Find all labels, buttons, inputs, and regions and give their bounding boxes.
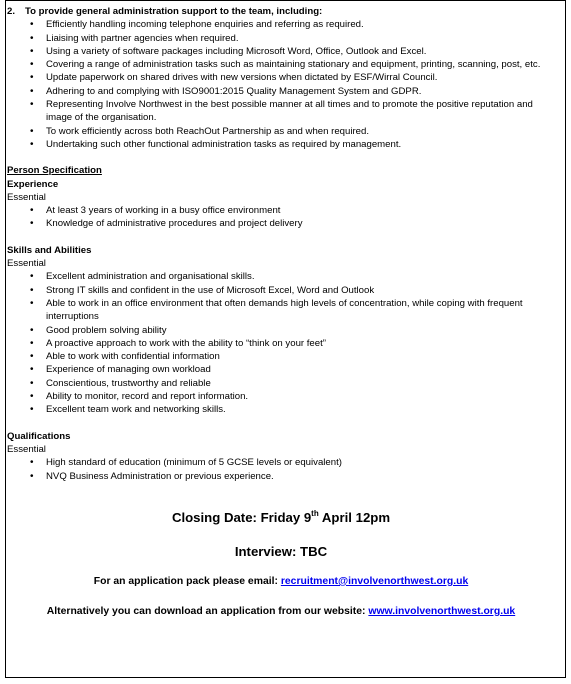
list-item: • Able to work in an office environment that often demands high levels of concentration, while coping with frequent interruptions bbox=[7, 297, 555, 324]
qualifications-sub: Essential bbox=[7, 443, 46, 455]
list-item: • Ability to monitor, record and report information. bbox=[7, 390, 555, 403]
download-line: Alternatively you can download an application from our website: www.involvenorthwest.org.uk bbox=[46, 605, 516, 617]
experience-list bbox=[7, 204, 555, 231]
list-item: • Update paperwork on shared drives with new versions when dictated by ESF/Wirral Council. bbox=[7, 71, 555, 84]
list-item: • Strong IT skills and confident in the use of Microsoft Excel, Word and Outlook bbox=[7, 284, 555, 297]
list-item: • Able to work with confidential information bbox=[7, 350, 555, 363]
skills-list bbox=[7, 270, 555, 416]
list-item: • Experience of managing own workload bbox=[7, 363, 555, 376]
list-item: • Representing Involve Northwest in the best possible manner at all times and to promote the positive reputation and image of the organisation. bbox=[7, 98, 555, 125]
closing-date: Closing Date: Friday 9th April 12pm bbox=[171, 508, 391, 525]
duty-heading bbox=[7, 5, 555, 18]
list-item: • Using a variety of software packages including Microsoft Word, Office, Outlook and Excel. bbox=[7, 45, 555, 58]
email-link[interactable]: recruitment@involvenorthwest.org.uk bbox=[280, 575, 469, 587]
qualifications-list bbox=[7, 456, 555, 483]
list-item: • Efficiently handling incoming telephone enquiries and referring as required. bbox=[7, 18, 555, 31]
list-item: • Undertaking such other functional administration tasks as required by management. bbox=[7, 138, 555, 151]
list-item: • Conscientious, trustworthy and reliable bbox=[7, 377, 555, 390]
qualifications-heading: Qualifications bbox=[7, 430, 71, 442]
list-item: • Liaising with partner agencies when required. bbox=[7, 32, 555, 45]
list-item: • Excellent team work and networking skills. bbox=[7, 403, 555, 416]
list-item: • Good problem solving ability bbox=[7, 324, 555, 337]
duty-list bbox=[7, 18, 555, 151]
interview-line: Interview: TBC bbox=[234, 543, 328, 559]
list-item: • To work efficiently across both ReachOut Partnership as and when required. bbox=[7, 125, 555, 138]
list-item: • Knowledge of administrative procedures and project delivery bbox=[7, 217, 555, 230]
application-email-line: For an application pack please email: recruitment@involvenorthwest.org.uk bbox=[93, 575, 469, 587]
experience-sub: Essential bbox=[7, 191, 46, 203]
duty-number: 2. bbox=[7, 6, 16, 17]
list-item: • Adhering to and complying with ISO9001:2015 Quality Management System and GDPR. bbox=[7, 85, 555, 98]
duty-heading-text: To provide general administration support to the team, including: bbox=[25, 6, 323, 17]
document-content bbox=[7, 5, 555, 619]
list-item: • NVQ Business Administration or previous experience. bbox=[7, 470, 555, 483]
list-item: • Excellent administration and organisational skills. bbox=[7, 270, 555, 283]
person-spec-title: Person Specification bbox=[7, 165, 102, 177]
list-item: • High standard of education (minimum of 5 GCSE levels or equivalent) bbox=[7, 456, 555, 469]
list-item: • At least 3 years of working in a busy office environment bbox=[7, 204, 555, 217]
experience-heading: Experience bbox=[7, 178, 59, 190]
list-item: • Covering a range of administration tasks such as maintaining stationary and equipment, printing, scanning, post, etc. bbox=[7, 58, 555, 71]
website-link[interactable]: www.involvenorthwest.org.uk bbox=[368, 605, 516, 617]
list-item: • A proactive approach to work with the ability to “think on your feet” bbox=[7, 337, 555, 350]
skills-heading: Skills and Abilities bbox=[7, 244, 92, 256]
skills-sub: Essential bbox=[7, 258, 46, 270]
